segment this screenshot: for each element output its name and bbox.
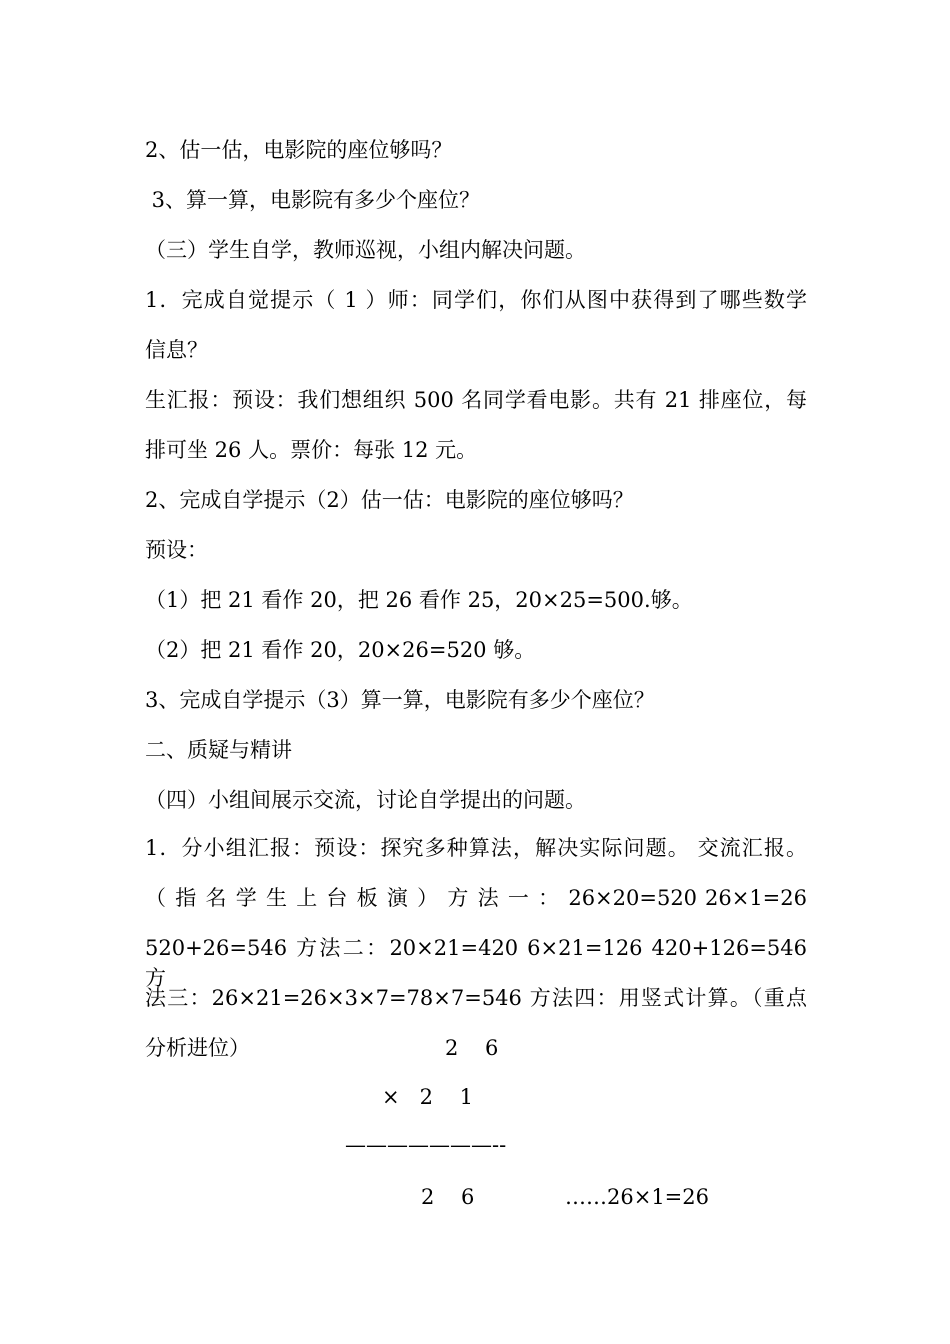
text-line-17: 520+26=546 方法二：20×21=420 6×21=126 420+126=546 方 [145, 936, 807, 990]
calc-partial-note: ……26×1=26 [565, 1185, 709, 1209]
text-line-7: 排可坐 26 人。票价：每张 12 元。 [145, 438, 478, 462]
calc-rule: ———————-- [345, 1133, 507, 1157]
text-line-9: 预设： [145, 538, 208, 562]
text-line-18: 法三：26×21=26×3×7=78×7=546 方法四：用竖式计算。（重点 [145, 986, 807, 1010]
text-line-1: 2、估一估，电影院的座位够吗？ [145, 138, 453, 162]
text-line-2: 3、算一算，电影院有多少个座位？ [145, 188, 481, 212]
calc-partial-product: 2 6 [421, 1185, 475, 1209]
calc-multiplicand: 2 6 [445, 1036, 499, 1060]
text-line-12: 3、完成自学提示（3）算一算，电影院有多少个座位？ [145, 688, 655, 712]
text-line-4: 1．完成自觉提示（ 1 ）师：同学们，你们从图中获得到了哪些数学 [145, 288, 807, 312]
calc-multiplier: × 2 1 [382, 1085, 474, 1109]
text-line-5: 信息？ [145, 338, 208, 362]
text-line-19: 分析进位） [145, 1036, 250, 1060]
text-line-6: 生汇报：预设：我们想组织 500 名同学看电影。共有 21 排座位，每 [145, 388, 807, 412]
text-line-11: （2）把 21 看作 20，20×26=520 够。 [145, 638, 536, 662]
text-line-14: （四）小组间展示交流，讨论自学提出的问题。 [145, 788, 586, 812]
text-line-15: 1．分小组汇报：预设：探究多种算法，解决实际问题。 交流汇报。 [145, 836, 807, 860]
text-line-3: （三）学生自学，教师巡视，小组内解决问题。 [145, 238, 586, 262]
text-line-8: 2、完成自学提示（2）估一估：电影院的座位够吗？ [145, 488, 634, 512]
text-line-13: 二、质疑与精讲 [145, 738, 292, 762]
text-line-10: （1）把 21 看作 20，把 26 看作 25，20×25=500.够。 [145, 588, 693, 612]
text-line-16: （ 指 名 学 生 上 台 板 演 ） 方 法 一 ： 26×20=520 26×1=26 [145, 886, 807, 910]
